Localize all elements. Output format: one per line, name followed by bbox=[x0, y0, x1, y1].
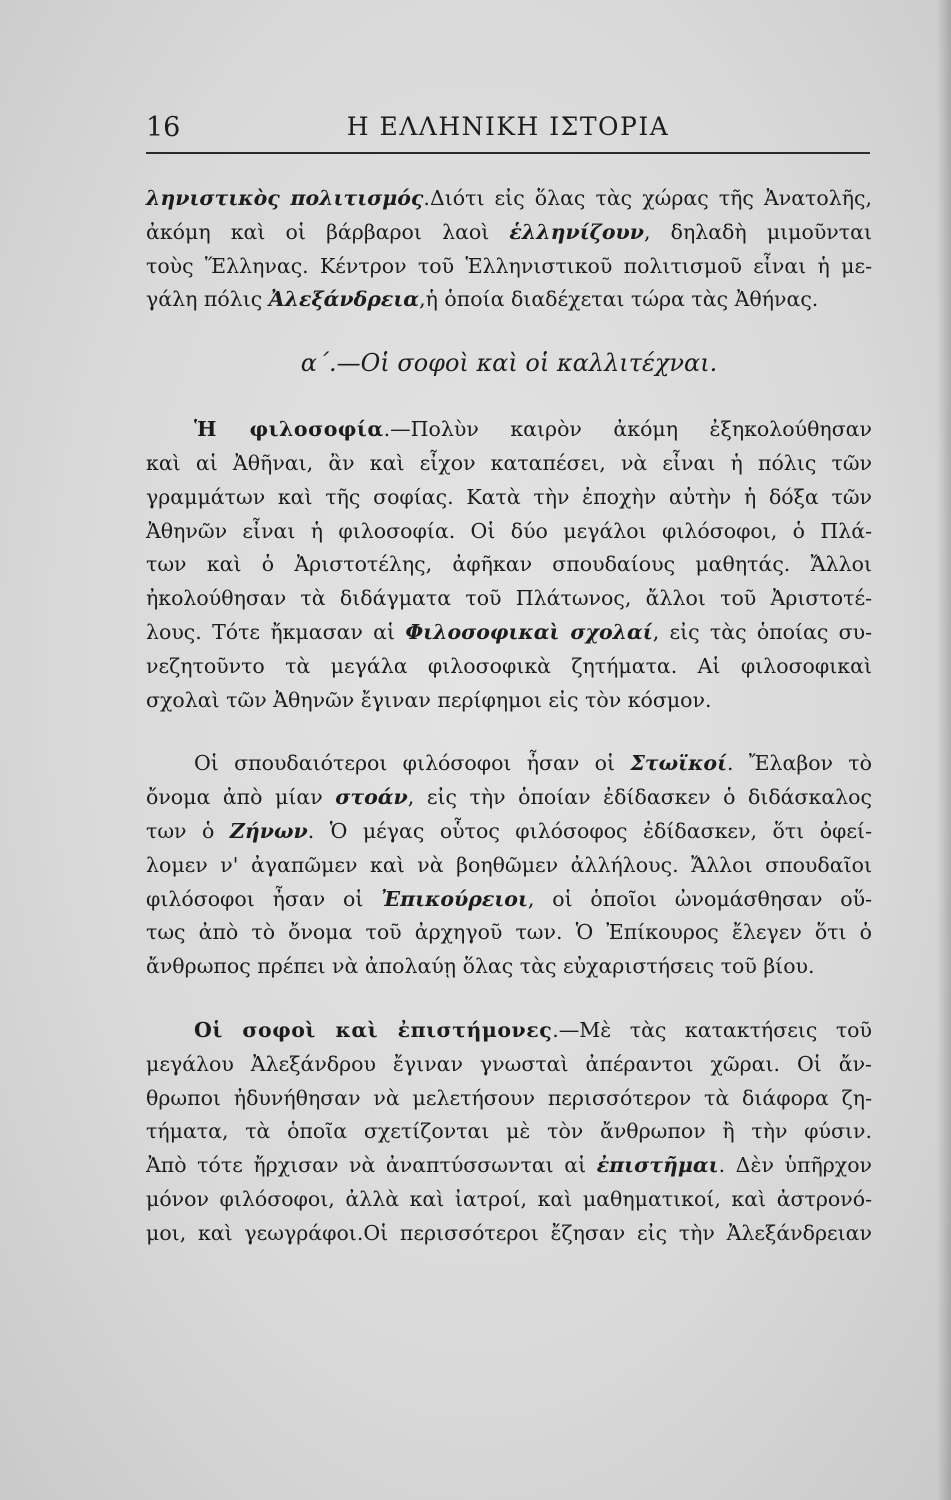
paragraph-philosophy bbox=[146, 413, 872, 717]
emphasis-term: Φιλοσοφικαὶ σχολαί bbox=[405, 619, 653, 644]
header-rule bbox=[146, 152, 870, 154]
text-run: .—Πολὺν καιρὸν ἀκόμη ἐξηκολούθησαν bbox=[383, 417, 872, 442]
text-line: τοὺς Ἕλληνας. Κέντρον τοῦ Ἑλληνιστικοῦ πολιτισμοῦ εἶναι ἡ με- bbox=[146, 253, 872, 278]
text-line bbox=[146, 883, 872, 917]
text-run: Ἀπὸ τότε ἤρχισαν νὰ ἀναπτύσσωνται αἱ bbox=[146, 1153, 597, 1178]
body-text bbox=[146, 182, 872, 1251]
text-line bbox=[146, 747, 872, 781]
text-line bbox=[146, 216, 872, 250]
running-title: Η ΕΛΛΗΝΙΚΗ ΙΣΤΟΡΙΑ bbox=[346, 112, 670, 141]
text-line bbox=[146, 283, 872, 317]
paragraph-stoics-epicureans bbox=[146, 747, 872, 984]
text-line: μόνον φιλόσοφοι, ἀλλὰ καὶ ἰατροί, καὶ μαθηματικοί, καὶ ἀστρονό- bbox=[146, 1186, 872, 1211]
subheading-term: Ἡ φιλοσοφία bbox=[194, 417, 384, 442]
text-run: ὄνομα ἀπὸ μίαν bbox=[146, 785, 336, 810]
text-run: , οἱ ὁποῖοι ὠνομάσθησαν οὕ- bbox=[527, 886, 873, 911]
emphasis-term: ἐπιστῆμαι bbox=[596, 1153, 719, 1178]
text-line bbox=[146, 815, 872, 849]
subheading-term: Οἱ σοφοὶ καὶ ἐπιστήμονες bbox=[194, 1017, 553, 1042]
text-run: . Ἔλαβον τὸ bbox=[727, 751, 872, 776]
text-line: μοι, καὶ γεωγράφοι.Οἱ περισσότεροι ἔζησαν εἰς τὴν Ἀλεξάνδρειαν bbox=[146, 1220, 872, 1245]
emphasis-term: ἑλληνίζουν bbox=[509, 219, 644, 244]
emphasis-term: Στωϊκοί bbox=[630, 751, 728, 776]
text-run: , δηλαδὴ μιμοῦνται bbox=[643, 219, 872, 244]
text-line: ἄνθρωπος πρέπει νὰ ἀπολαύῃ ὅλας τὰς εὐχαριστήσεις τοῦ βίου. bbox=[146, 954, 815, 979]
text-run: γάλη πόλις bbox=[146, 287, 269, 312]
text-run: .—Μὲ τὰς κατακτήσεις τοῦ bbox=[552, 1017, 872, 1042]
paragraph-gap bbox=[146, 717, 872, 747]
text-line: τως ἀπὸ τὸ ὄνομα τοῦ ἀρχηγοῦ των. Ὁ Ἐπίκουρος ἔλεγεν ὅτι ὁ bbox=[146, 920, 872, 945]
paragraph-hellenistic-culture bbox=[146, 182, 872, 317]
emphasis-term: Ζήνων bbox=[229, 818, 308, 843]
text-run: λους. Τότε ἤκμασαν αἱ bbox=[146, 619, 406, 644]
text-line: μεγάλου Ἀλεξάνδρου ἔγιναν γνωσταὶ ἀπέραντοι χῶραι. Οἱ ἄν- bbox=[146, 1051, 872, 1076]
text-line: λομεν ν' ἀγαπῶμεν καὶ νὰ βοηθῶμεν ἀλλήλους. Ἄλλοι σπουδαῖοι bbox=[146, 852, 872, 877]
text-run: ἀκόμη καὶ οἱ βάρβαροι λαοὶ bbox=[146, 219, 510, 244]
text-line bbox=[146, 1014, 872, 1048]
page-header bbox=[146, 112, 870, 152]
page-edge-shadow bbox=[937, 0, 951, 1500]
text-run: . Δὲν ὑπῆρχον bbox=[718, 1153, 872, 1178]
text-line: σχολαὶ τῶν Ἀθηνῶν ἔγιναν περίφημοι εἰς τὸν κόσμον. bbox=[146, 687, 712, 712]
text-line bbox=[146, 413, 872, 447]
text-run: .Διότι εἰς ὅλας τὰς χώρας τῆς Ἀνατολῆς, bbox=[423, 186, 873, 210]
text-line: Ἀθηνῶν εἶναι ἡ φιλοσοφία. Οἱ δύο μεγάλοι φιλόσοφοι, ὁ Πλά- bbox=[146, 518, 872, 543]
text-line: των καὶ ὁ Ἀριστοτέλης, ἀφῆκαν σπουδαίους μαθητάς. Ἄλλοι bbox=[146, 552, 872, 577]
emphasis-term: Ἀλεξάνδρεια bbox=[268, 287, 420, 312]
text-line: γραμμάτων καὶ τῆς σοφίας. Κατὰ τὴν ἐποχὴν αὐτὴν ἡ δόξα τῶν bbox=[146, 484, 872, 509]
emphasis-term: ληνιστικὸς πολιτισμός bbox=[146, 186, 424, 210]
paragraph-scholars-scientists bbox=[146, 1014, 872, 1251]
text-line bbox=[146, 1149, 872, 1183]
text-line: ἠκολούθησαν τὰ διδάγματα τοῦ Πλάτωνος, ἄλλοι τοῦ Ἀριστοτέ- bbox=[146, 586, 872, 611]
text-run: φιλόσοφοι ἦσαν οἱ bbox=[146, 886, 382, 911]
page-number: 16 bbox=[146, 112, 181, 143]
text-line bbox=[146, 781, 872, 815]
text-run: . Ὁ μέγας οὗτος φιλόσοφος ἐδίδασκεν, ὅτι ὀφεί- bbox=[307, 818, 872, 843]
text-run: των ὁ bbox=[146, 818, 230, 843]
text-run: Οἱ σπουδαιότεροι φιλόσοφοι ἦσαν οἱ bbox=[194, 751, 631, 776]
text-line bbox=[146, 616, 872, 650]
text-run: , εἰς τὰς ὁποίας συ- bbox=[652, 619, 872, 644]
text-line bbox=[146, 182, 872, 216]
text-line: τήματα, τὰ ὁποῖα σχετίζονται μὲ τὸν ἄνθρωπον ἢ τὴν φύσιν. bbox=[146, 1119, 872, 1144]
emphasis-term: στοάν bbox=[335, 785, 408, 810]
text-run: ,ἡ ὁποία διαδέχεται τώρα τὰς Ἀθήνας. bbox=[419, 287, 819, 312]
emphasis-term: Ἐπικούρειοι bbox=[381, 886, 528, 911]
text-line: καὶ αἱ Ἀθῆναι, ἂν καὶ εἶχον καταπέσει, νὰ εἶναι ἡ πόλις τῶν bbox=[146, 450, 872, 475]
text-line: νεζητοῦντο τὰ μεγάλα φιλοσοφικὰ ζητήματα. Αἱ φιλοσοφικαὶ bbox=[146, 653, 872, 678]
paragraph-gap bbox=[146, 984, 872, 1014]
text-run: , εἰς τὴν ὁποίαν ἐδίδασκεν ὁ διδάσκαλος bbox=[407, 785, 872, 810]
text-line: θρωποι ἠδυνήθησαν νὰ μελετήσουν περισσότερον τὰ διάφορα ζη- bbox=[146, 1085, 872, 1110]
section-heading: α΄.—Οἱ σοφοὶ καὶ οἱ καλλιτέχναι. bbox=[300, 349, 718, 378]
